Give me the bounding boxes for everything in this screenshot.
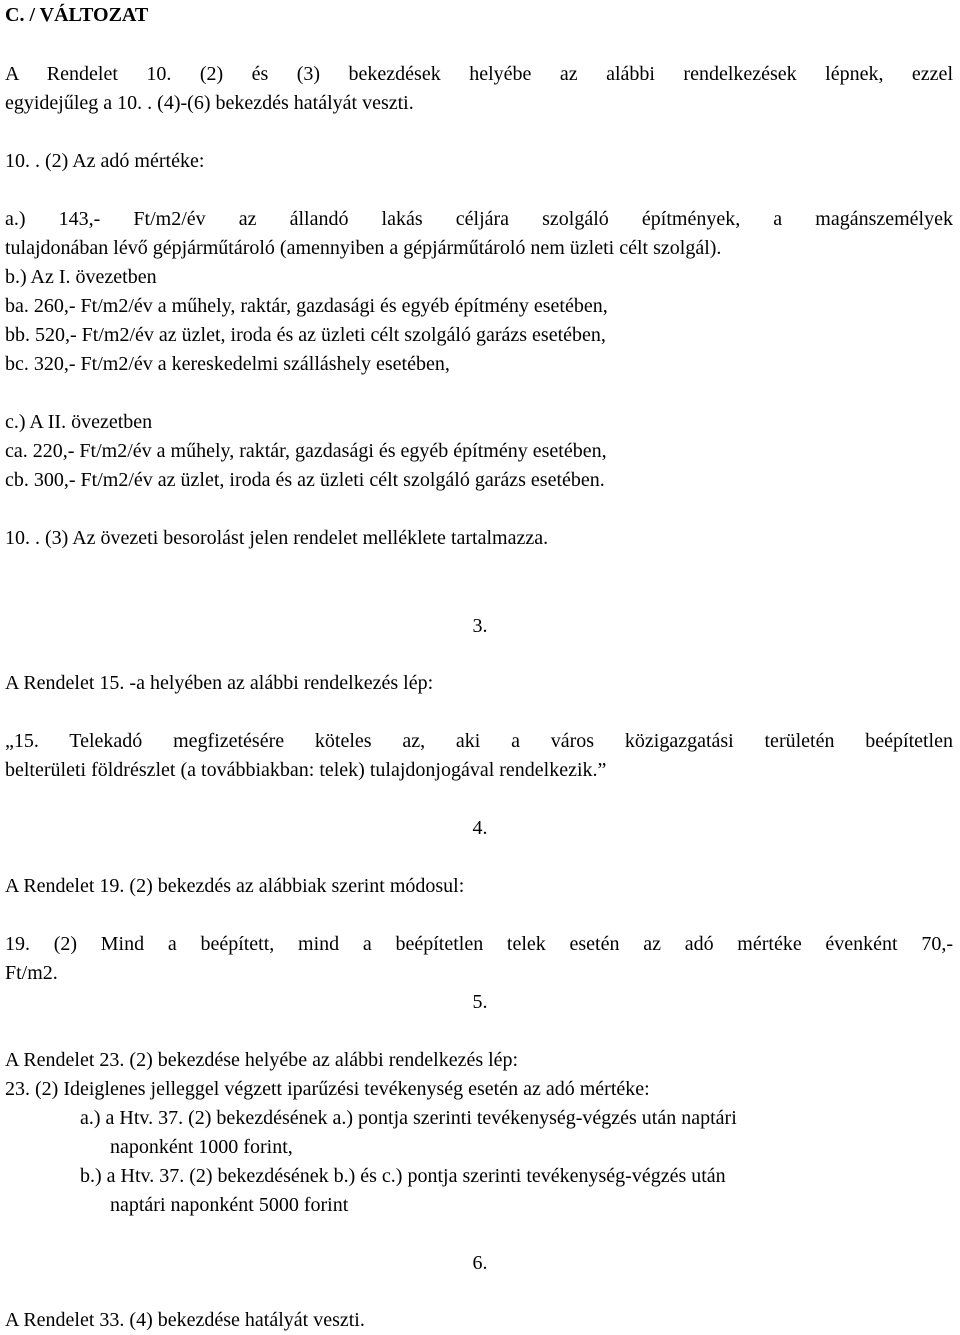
- variant-heading: C. / VÁLTOZAT: [5, 4, 149, 26]
- item-a-line1: a.) 143,- Ft/m2/év az állandó lakás céljára szolgáló építmények, a magánszemélyek: [5, 208, 953, 230]
- item-cb: cb. 300,- Ft/m2/év az üzlet, iroda és az üzleti célt szolgáló garázs esetében.: [5, 469, 605, 491]
- item-c-title: c.) A II. övezetben: [5, 411, 153, 433]
- section-5-item-b-line2: naptári naponként 5000 forint: [110, 1194, 349, 1216]
- section-4-number: 4.: [472, 817, 488, 839]
- paragraph-intro-line1: A Rendelet 10. (2) és (3) bekezdések helyébe az alábbi rendelkezések lépnek, ezzel: [5, 63, 953, 85]
- section-5-item-b-line1: b.) a Htv. 37. (2) bekezdésének b.) és c.) pontja szerinti tevékenység-végzés után: [80, 1165, 726, 1187]
- section-4-text-line1: 19. (2) Mind a beépített, mind a beépítetlen telek esetén az adó mértéke évenként 70,-: [5, 933, 953, 955]
- section-3-number: 3.: [472, 615, 488, 637]
- item-b-title: b.) Az I. övezetben: [5, 266, 157, 288]
- item-ca: ca. 220,- Ft/m2/év a műhely, raktár, gazdasági és egyéb építmény esetében,: [5, 440, 607, 462]
- section-5-number: 5.: [472, 991, 488, 1013]
- section-3-text-line1: „15. Telekadó megfizetésére köteles az, aki a város közigazgatási területén beépítetlen: [5, 730, 953, 752]
- section-5-text-line1: 23. (2) Ideiglenes jelleggel végzett iparűzési tevékenység esetén az adó mértéke:: [5, 1078, 650, 1100]
- section-6-intro: A Rendelet 33. (4) bekezdése hatályát veszti.: [5, 1309, 365, 1331]
- section-5-intro: A Rendelet 23. (2) bekezdése helyébe az alábbi rendelkezés lép:: [5, 1049, 519, 1071]
- section-3-text-line2: belterületi földrészlet (a továbbiakban: telek) tulajdonjogával rendelkezik.”: [5, 759, 607, 781]
- section-5-item-a-line1: a.) a Htv. 37. (2) bekezdésének a.) pontja szerinti tevékenység-végzés után naptári: [80, 1107, 737, 1129]
- section-6-number: 6.: [472, 1252, 488, 1274]
- section-5-item-a-line2: naponként 1000 forint,: [110, 1136, 293, 1158]
- item-bb: bb. 520,- Ft/m2/év az üzlet, iroda és az üzleti célt szolgáló garázs esetében,: [5, 324, 606, 346]
- section-4-intro: A Rendelet 19. (2) bekezdés az alábbiak szerint módosul:: [5, 875, 465, 897]
- section-4-text-line2: Ft/m2.: [5, 962, 58, 984]
- section-10-3: 10. . (3) Az övezeti besorolást jelen rendelet melléklete tartalmazza.: [5, 527, 549, 549]
- item-a-line2: tulajdonában lévő gépjárműtároló (amennyiben a gépjárműtároló nem üzleti célt szolgál).: [5, 237, 722, 259]
- section-3-intro: A Rendelet 15. -a helyében az alábbi rendelkezés lép:: [5, 672, 434, 694]
- paragraph-intro-line2: egyidejűleg a 10. . (4)-(6) bekezdés hatályát veszti.: [5, 92, 414, 114]
- item-bc: bc. 320,- Ft/m2/év a kereskedelmi szálláshely esetében,: [5, 353, 450, 375]
- item-ba: ba. 260,- Ft/m2/év a műhely, raktár, gazdasági és egyéb építmény esetében,: [5, 295, 608, 317]
- section-10-2-title: 10. . (2) Az adó mértéke:: [5, 150, 205, 172]
